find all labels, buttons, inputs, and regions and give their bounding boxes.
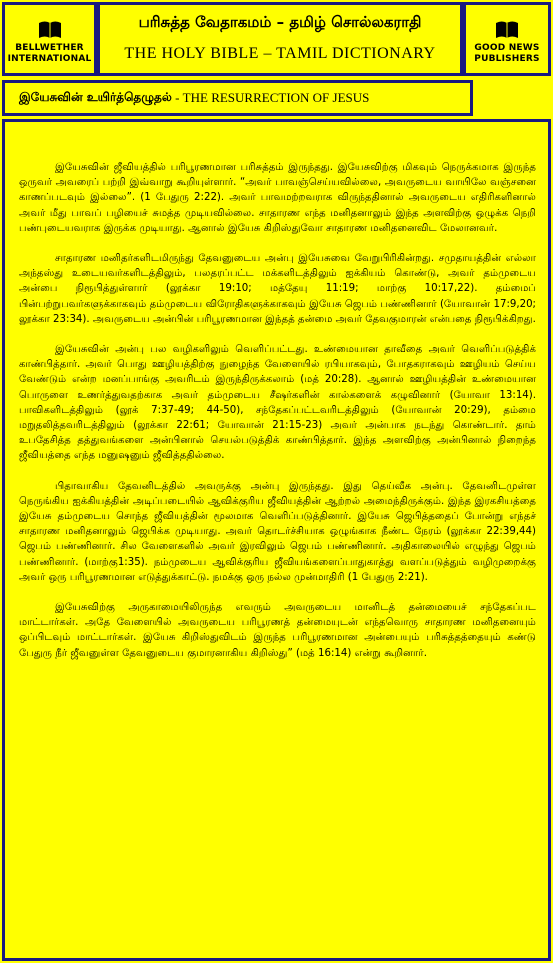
logo-right-line2: PUBLISHERS [474,54,540,64]
logo-right-line1: GOOD NEWS [474,43,540,53]
paragraph: இயேசுவின் அன்பு பல வழிகளிலும் வெளிப்பட்டது. உண்மையான தாவீதை அவர் வெளிப்படுத்திக் காண்பித்தார். அவர் பொது ஊழியத்திற்கு நுழைந்த வேளையில் ரபியாகவும், போதகராகவும் ஊழியம் செய்ய வேண்டும் என்ற மனப்பாங்கு அவரிடம் இருந்திருக்கலாம் (மத் 20:28). ஆனால் ஊழியத்தின் உண்மையான பொருளை உணர்த்துவதற்காக அவர் தம்முடைய சீஷர்களின் கால்களைக் கழுவினார் (யோவா 13:14). பாவிகளிடத்திலும் (லூக் 7:37-49; 44-50), சந்தேகப்பட்டவரிடத்திலும் (யோவான் 20:29), தம்மை மறுதலித்தவரிடத்திலும் (லூக்கா 22:61; யோவான் 21:15-23) அவர் அன்பாக நடந்து கொண்டார். தாம் உபதேசித்த தத்துவங்களை அன்பினால் செயல்படுத்திக் காண்பித்தார். இந்த அளவிற்கு அன்பினால் நிறைந்த ஜீவியத்தை எந்த மனுஷனும் ஜீவித்ததில்லை. [19,344,536,462]
title-tamil: பரிசுத்த வேதாகமம் – தமிழ் சொல்லகராதி [138,13,422,31]
section-title-separator: - [171,90,183,105]
bible-book-icon [494,19,520,41]
dictionary-header [97,2,463,76]
title-english: THE HOLY BIBLE – TAMIL DICTIONARY [124,45,436,62]
section-title-tamil: இயேசுவின் உயிர்த்தெழுதல் [19,90,172,104]
bible-book-icon [37,19,63,41]
bellwether-logo [2,2,97,76]
logo-left-line2: INTERNATIONAL [7,54,92,64]
logo-left-line1: BELLWETHER [15,43,84,53]
article-body [2,119,551,961]
paragraph: பிதாவாகிய தேவனிடத்தில் அவருக்கு அன்பு இருந்தது. இது தெய்வீக அன்பு. தேவனிடமுள்ள நெருங்கிய ஐக்கியத்தின் அடிப்படையில் ஆவிக்குரிய ஜீவியத்தின் ஆற்றல் அமைந்திருக்கும். இந்த இரகசியத்தை இயேசு தம்முடைய சொந்த ஜீவியத்தின் மூலமாக வெளிப்படுத்தினார். இயேசு ஜெபித்ததைப் போன்று எந்தச் சாதாரண மனிதனாலும் ஜெபிக்க முடியாது. அவர் தொடர்ச்சியாக ஒழுங்காக நீண்ட நேரம் (லூக்கா 22:39,44) ஜெபம் பண்ணினார். சில வேளைகளில் அவர் இரவிலும் ஜெபம் பண்ணினார். அதிகாலையில் எழுந்து ஜெபம் பண்ணினார். (மாற்கு1:35). நம்முடைய ஆவிக்குரிய ஜீவியங்களைப்பாதுகாத்து வளப்படுத்தும் வழிமுறைக்கு அவர் ஒரு பரிபூரணமான எடுத்துக்காட்டு. நமக்கு ஒரு நல்ல முன்மாதிரி (1 பேதுரு 2:21). [19,480,536,583]
good-news-logo [463,2,551,76]
paragraph: இயேசுவின் ஜீவியத்தில் பரிபூரணமான பரிசுத்தம் இருந்தது. இயேசுவிற்கு மிகவும் நெருக்கமாக இருந்த ஒருவர் அவரைப் பற்றி இவ்வாறு கூறியுள்ளார். “அவர் பாவஞ்செய்யவில்லை, அவருடைய வாயிலே வஞ்சனை காணப்படவும் இல்லை”. (1 பேதுரு 2:22). அவர் பாவமற்றவராக விருந்ததினால் அவருடைய எதிரிகளினால் அவர் மீது பாவப் பழியைச் சுமத்த முடியவில்லை. சாதாரண எந்த மனிதனாலும் இந்த அளவிற்கு ஒழுக்க நெறி பண்புடையவராக இருக்க முடியாது. ஆனால் இயேசு கிறிஸ்துவோ சாதாரண மனிதனைவிட மேலானவர். [19,162,536,234]
section-title [2,80,473,116]
paragraph: சாதாரண மனிதர்களிடமிருந்து தேவனுடைய அன்பு இயேசுவை வேறுபிரிகின்றது. சமுதாயத்தின் எல்லா அந்தஸ்து உடையவர்களிடத்திலும், பலதரப்பட்ட மக்களிடத்திலும் ஐக்கியம் கொண்டு, அவர் தம்முடைய அன்பை நிரூபித்துள்ளார் (லூக்கா 19:10; மத்தேயு 11:19; மாற்கு 10:17,22). தம்மைப் பின்பற்றுபவர்களுக்காகவும் தம்முடைய விரோதிகளுக்காகவும் இயேசு ஜெபம் பண்ணினார் (யோவான் 17:9,20; லூக்கா 23:34). அவருடைய அன்பின் பரிபூரணமான இந்தத் தன்மை அவர் தேவகுமாரன் என்பதை நிரூபிக்கிறது. [19,253,536,325]
section-title-english: THE RESURRECTION OF JESUS [182,90,370,105]
paragraph: இயேசுவிற்கு அருகாமையிலிருந்த எவரும் அவருடைய மானிடத் தன்மையைச் சந்தேகப்பட மாட்டார்கள். அதே வேளையில் அவருடைய பரிபூரணத் தன்மையுடன் எந்தவொரு சாதாரண மனிதனையும் ஒப்பிடவும் மாட்டார்கள். இயேசு கிறிஸ்துவிடம் இருந்த பரிபூரணமான அன்பையும் பரிசுத்தத்தையும் கண்டு பேதுரு நீர் ஜீவனுள்ள தேவனுடைய குமாரனாகிய கிறிஸ்து” (மத் 16:14) என்று கூறினார். [19,602,536,659]
